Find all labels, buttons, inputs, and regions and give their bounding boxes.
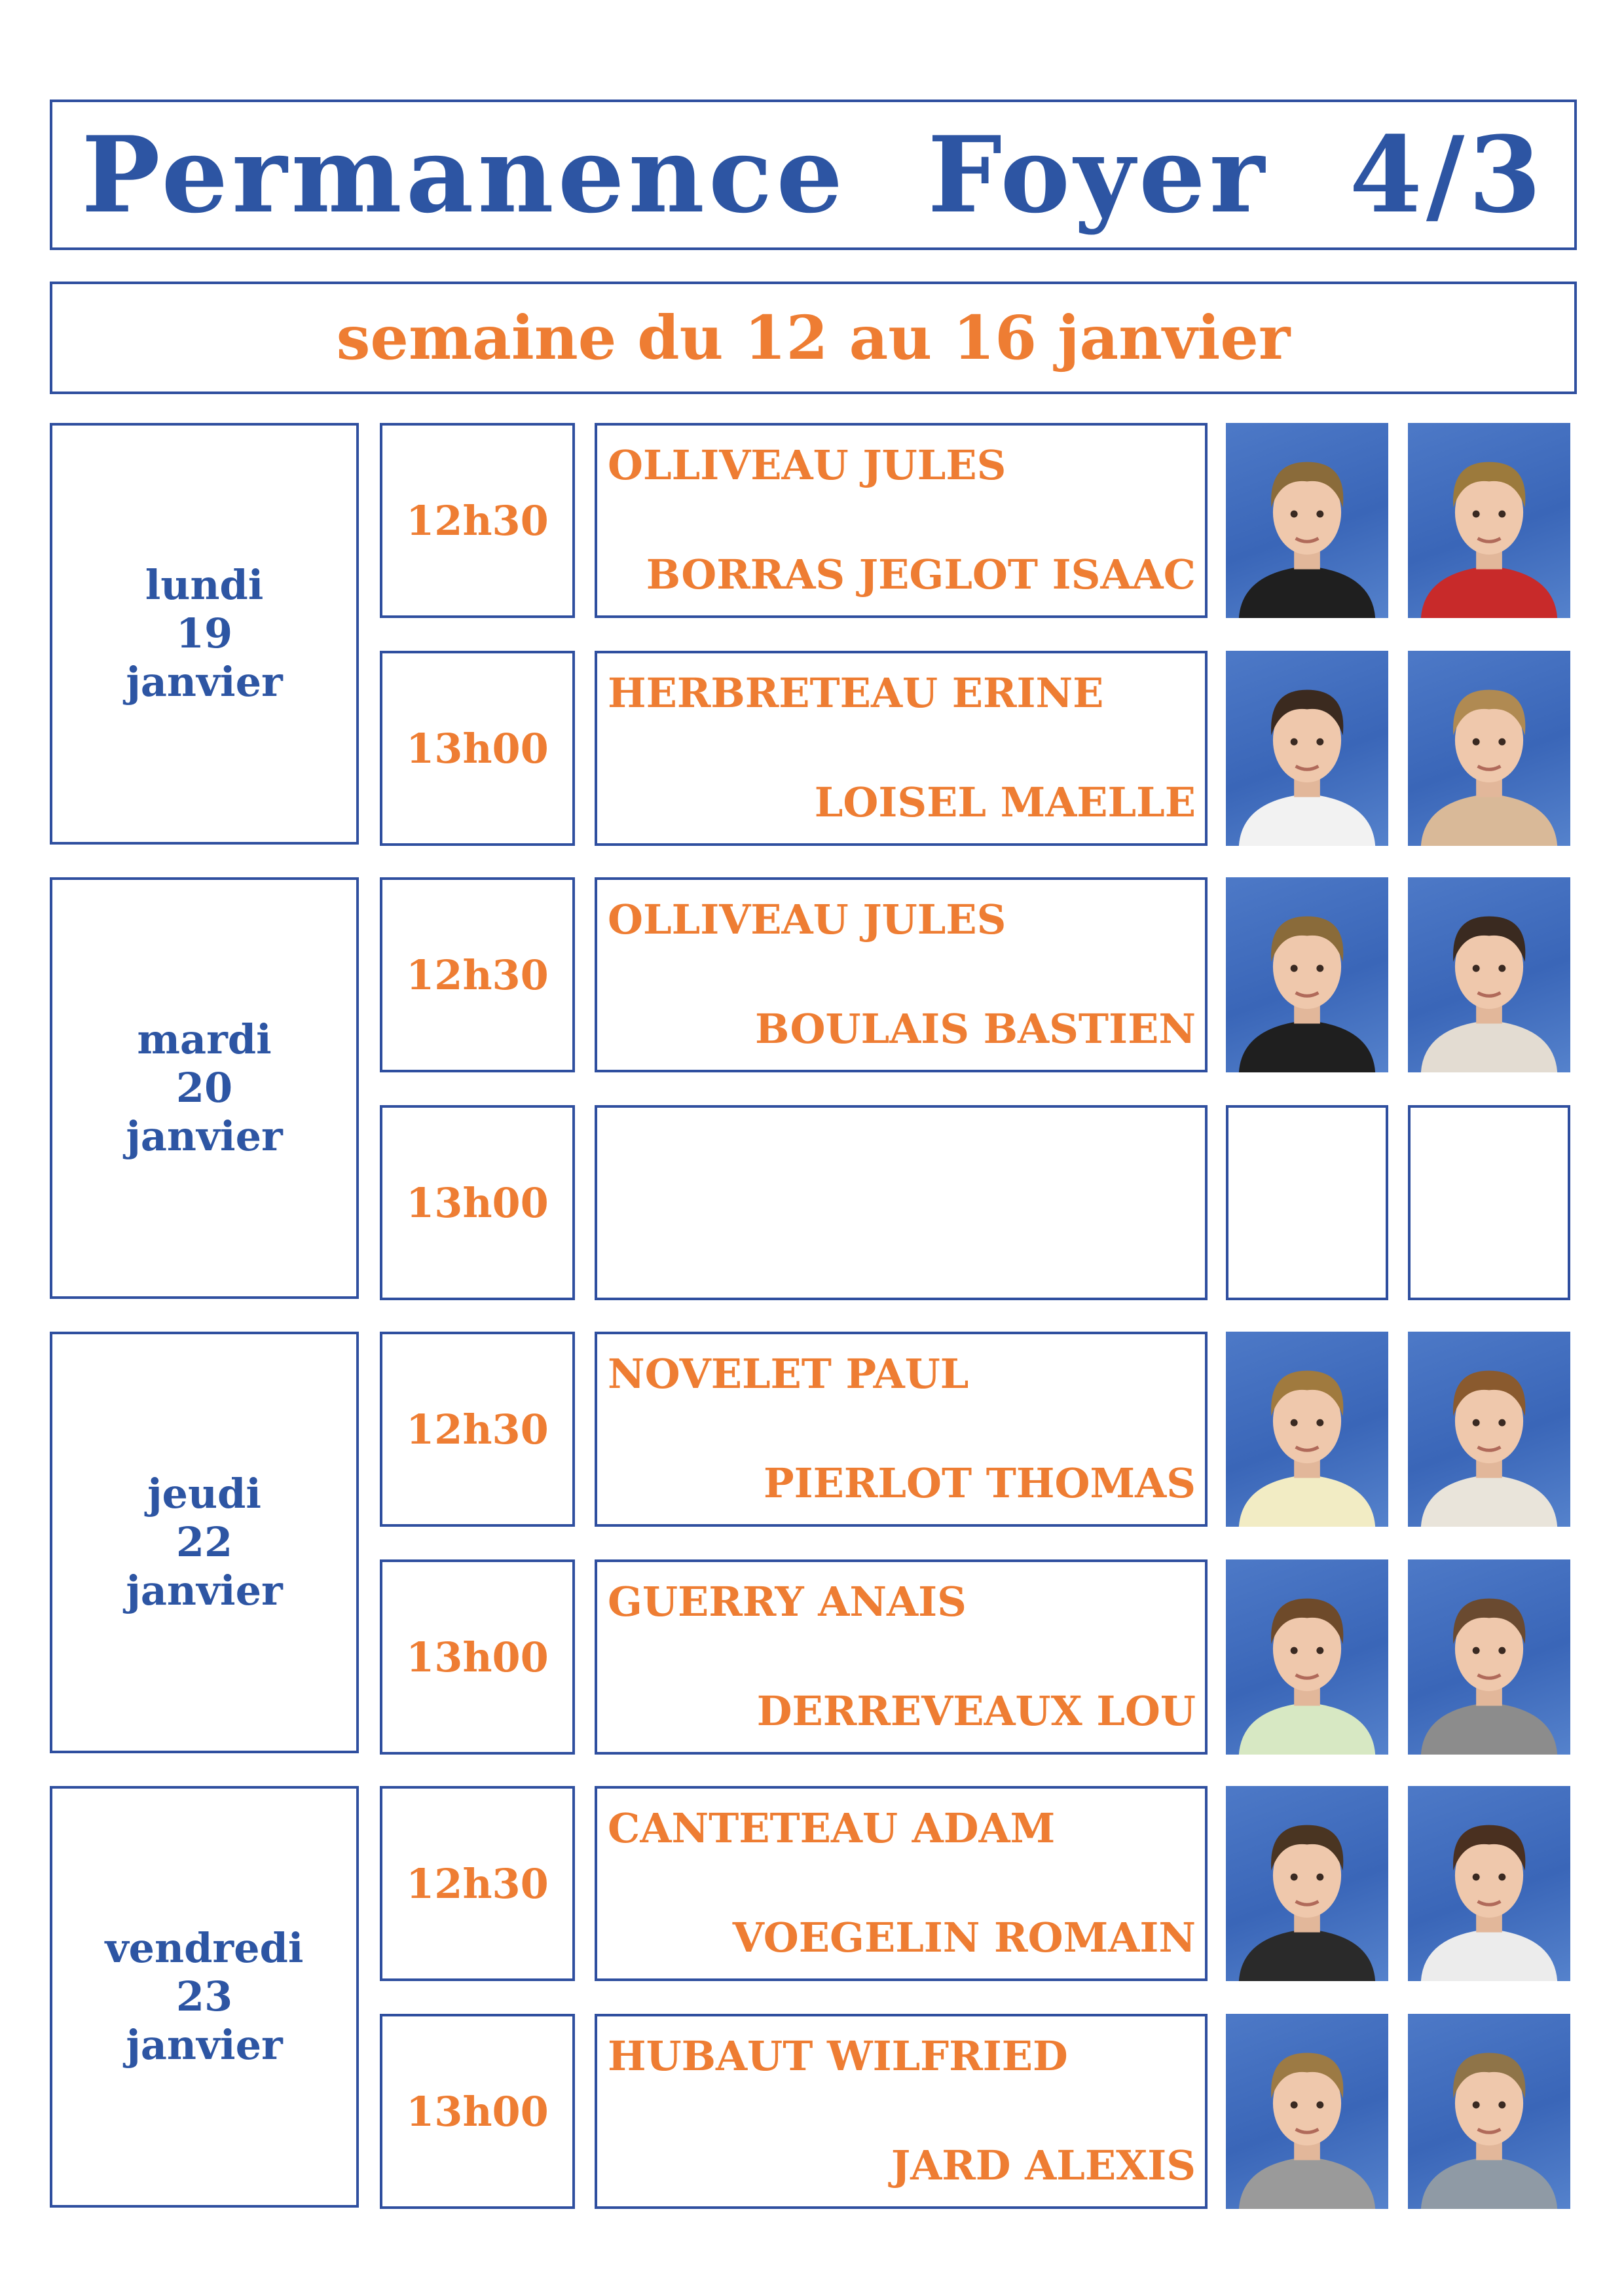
time-cell (380, 2014, 575, 2209)
student-name-first: GUERRY ANAIS (608, 1578, 967, 1626)
names-cell (595, 1786, 1208, 1981)
day-cell (50, 1332, 359, 1753)
page-title: Permanence Foyer 4/3 (81, 113, 1545, 236)
names-cell (595, 1332, 1208, 1527)
student-name-first: HERBRETEAU ERINE (608, 669, 1104, 717)
empty-photo-cell (1408, 1105, 1570, 1300)
student-photo (1226, 2014, 1388, 2209)
student-photo (1408, 1332, 1570, 1527)
student-photo (1408, 1786, 1570, 1981)
student-photo (1408, 2014, 1570, 2209)
day-date: 22 (175, 1518, 233, 1566)
week-label: semaine du 12 au 16 janvier (336, 302, 1291, 373)
student-name-first: CANTETEAU ADAM (608, 1804, 1056, 1852)
student-name-second: PIERLOT THOMAS (764, 1459, 1196, 1507)
week-banner (50, 282, 1577, 394)
student-name-first: HUBAUT WILFRIED (608, 2032, 1068, 2080)
student-photo (1226, 877, 1388, 1072)
empty-photo-cell (1226, 1105, 1388, 1300)
time-cell (380, 423, 575, 618)
student-photo (1226, 651, 1388, 846)
day-name: jeudi (147, 1470, 261, 1518)
names-cell (595, 877, 1208, 1072)
student-name-second: LOISEL MAELLE (814, 778, 1196, 826)
student-name-second: JARD ALEXIS (891, 2141, 1196, 2189)
slot-time: 13h00 (406, 724, 549, 773)
student-photo (1408, 1559, 1570, 1755)
names-cell (595, 1105, 1208, 1300)
time-cell (380, 877, 575, 1072)
student-name-second: VOEGELIN ROMAIN (732, 1914, 1196, 1961)
student-photo (1408, 651, 1570, 846)
day-date: 23 (175, 1973, 233, 2020)
day-cell (50, 877, 359, 1299)
day-name: mardi (137, 1015, 272, 1063)
slot-time: 13h00 (406, 1178, 549, 1227)
names-cell (595, 2014, 1208, 2209)
names-cell (595, 1559, 1208, 1755)
student-photo (1226, 1786, 1388, 1981)
day-cell (50, 1786, 359, 2208)
student-photo (1226, 1559, 1388, 1755)
student-photo (1408, 423, 1570, 618)
student-name-second: DERREVEAUX LOU (756, 1687, 1196, 1735)
day-name: lundi (145, 561, 264, 609)
time-cell (380, 1332, 575, 1527)
student-name-first: OLLIVEAU JULES (608, 441, 1006, 489)
day-date: 20 (175, 1064, 233, 1112)
names-cell (595, 651, 1208, 846)
time-cell (380, 651, 575, 846)
slot-time: 12h30 (406, 951, 549, 999)
slot-time: 12h30 (406, 1859, 549, 1908)
time-cell (380, 1559, 575, 1755)
student-photo (1226, 1332, 1388, 1527)
slot-time: 12h30 (406, 1405, 549, 1453)
student-name-first: OLLIVEAU JULES (608, 896, 1006, 943)
names-cell (595, 423, 1208, 618)
student-photo (1408, 877, 1570, 1072)
slot-time: 13h00 (406, 1633, 549, 1681)
student-photo (1226, 423, 1388, 618)
day-month: janvier (126, 1567, 283, 1614)
day-date: 19 (175, 610, 233, 657)
time-cell (380, 1105, 575, 1300)
student-name-second: BOULAIS BASTIEN (754, 1005, 1196, 1053)
day-month: janvier (126, 2021, 283, 2069)
title-banner (50, 100, 1577, 250)
time-cell (380, 1786, 575, 1981)
day-name: vendredi (105, 1924, 304, 1972)
day-month: janvier (126, 1112, 283, 1160)
slot-time: 12h30 (406, 496, 549, 545)
slot-time: 13h00 (406, 2087, 549, 2136)
student-name-first: NOVELET PAUL (608, 1350, 969, 1398)
student-name-second: BORRAS JEGLOT ISAAC (646, 551, 1196, 598)
day-month: janvier (126, 658, 283, 706)
day-cell (50, 423, 359, 845)
